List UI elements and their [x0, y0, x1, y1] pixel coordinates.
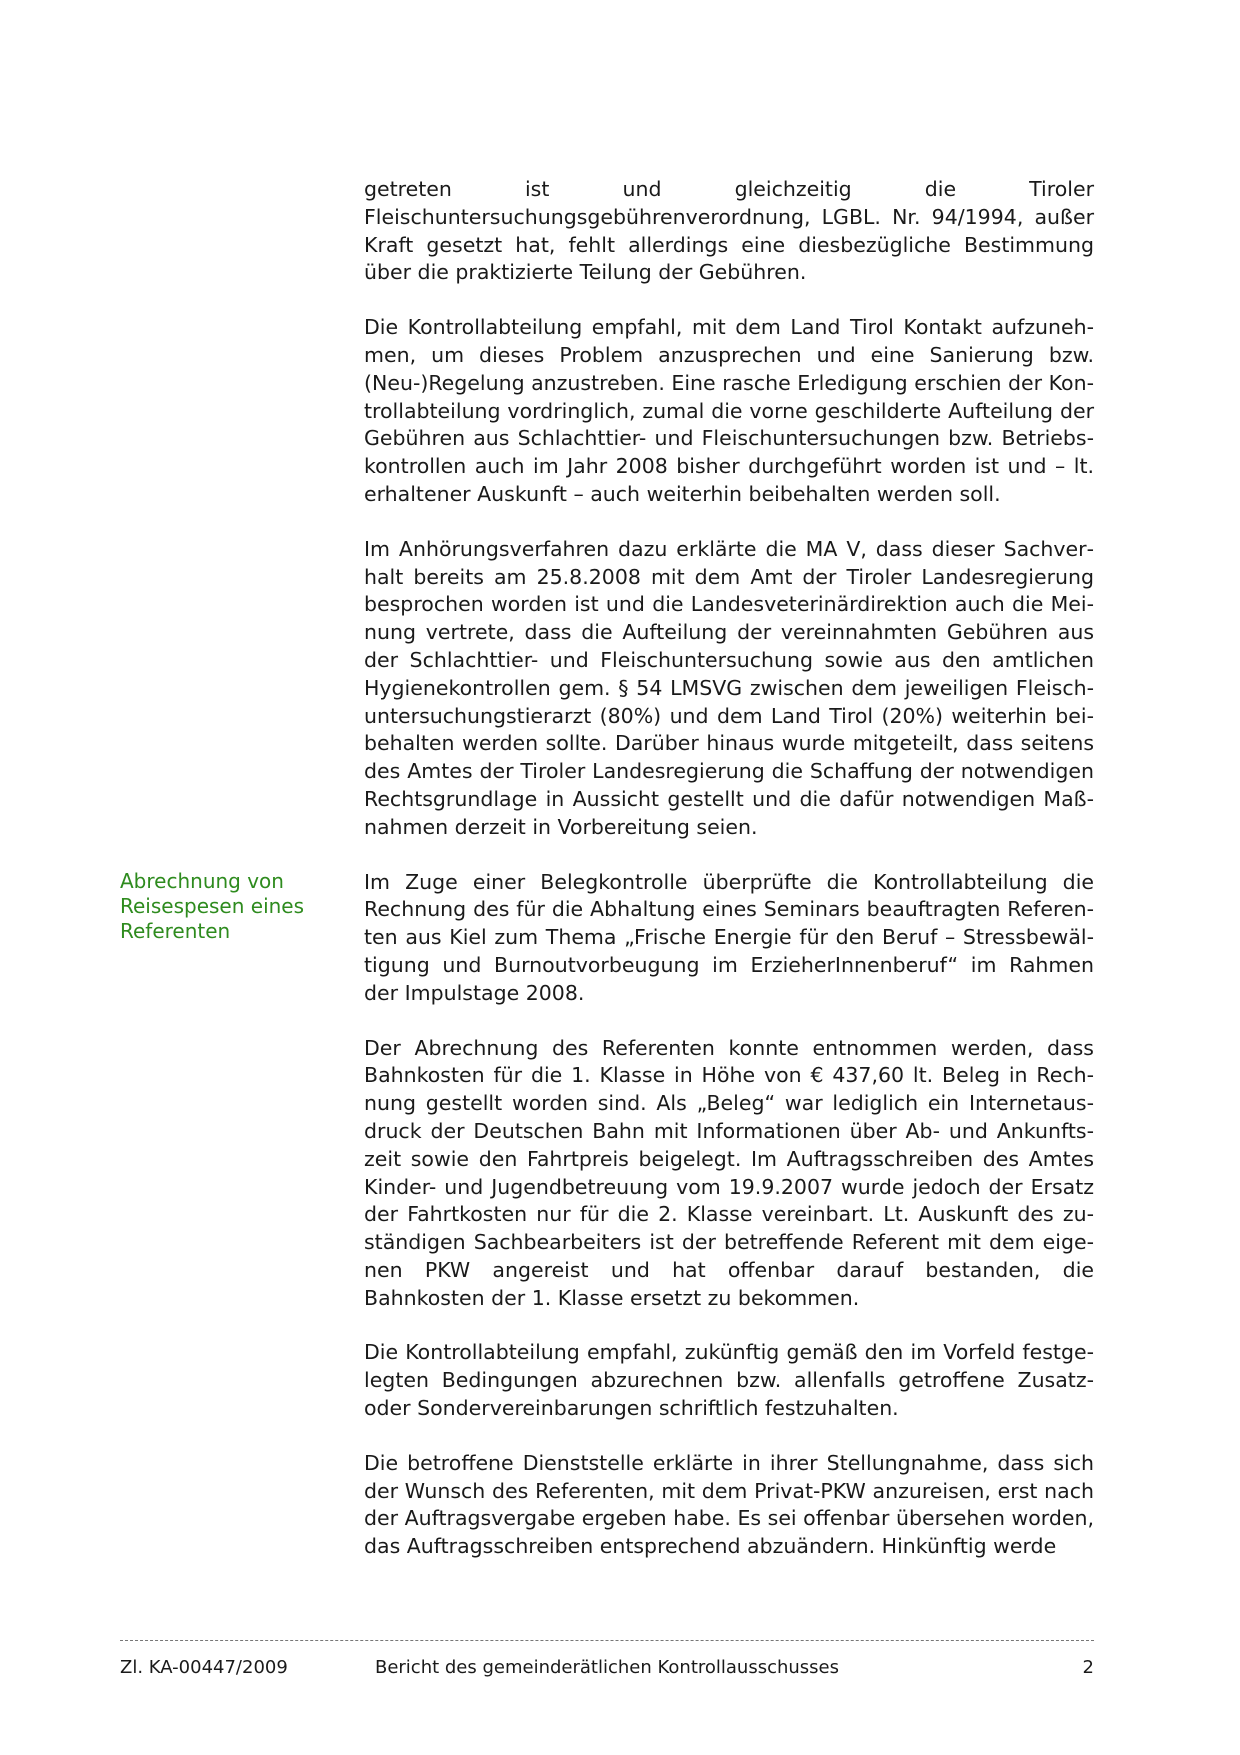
paragraph: Die Kontrollabteilung empfahl, mit dem Land Tirol Kontakt aufzunehmen, um dieses Problem anzusprechen und eine Sanierung bzw. (Neu-)Regelung anzustreben. Eine rasche Erledigung erschien der Kontrollabteilung vordringlich, zumal die vorne geschilderte Aufteilung der Gebühren aus Schlachttier- und Fleischuntersuchungen bzw. Betriebskontrollen auch im Jahr 2008 bisher durchgeführt worden ist und – lt. erhaltener Auskunft – auch weiterhin beibehalten werden soll. [364, 315, 1094, 506]
section-reisespesen [120, 868, 1094, 1562]
paragraph: Der Abrechnung des Referenten konnte entnommen werden, dass Bahnkosten für die 1. Klasse in Höhe von € 437,60 lt. Beleg in Rechnung gestellt worden sind. Als „Beleg“ war lediglich ein Internetausdruck der Deutschen Bahn mit Informationen über Ab- und Ankunftszeit sowie den Fahrtpreis beigelegt. Im Auftragsschreiben des Amtes Kinder- und Jugendbetreuung vom 19.9.2007 wurde jedoch der Ersatz der Fahrtkosten nur für die 2. Klasse vereinbart. Lt. Auskunft des zuständigen Sachbearbeiters ist der betreffende Referent mit dem eigenen PKW angereist und hat offenbar darauf bestanden, die Bahnkosten der 1. Klasse ersetzt zu bekommen. [364, 1035, 1094, 1310]
page-number: 2 [1082, 1657, 1094, 1678]
page-footer [120, 1640, 1094, 1681]
margin-heading: Abrechnung von Reisespesen eines Referenten [120, 868, 305, 943]
footer-reference: Zl. KA-00447/2009 [120, 1657, 288, 1678]
footer-divider [120, 1640, 1094, 1641]
footer-title: Bericht des gemeinderätlichen Kontrollausschusses [374, 1657, 840, 1678]
main-text-column [120, 176, 1094, 1588]
paragraph: Im Anhörungsverfahren dazu erklärte die MA V, dass dieser Sachverhalt bereits am 25.8.2008 mit dem Amt der Tiroler Landesregierung besprochen worden ist und die Landesveterinärdirektion auch die Meinung vertrete, dass die Aufteilung der vereinnahmten Gebühren aus der Schlachttier- und Fleischuntersuchung sowie aus den amtlichen Hygienekontrollen gem. § 54 LMSVG zwischen dem jeweiligen Fleischuntersuchungstierarzt (80%) und dem Land Tirol (20%) weiterhin beibehalten werden sollte. Darüber hinaus wurde mitgeteilt, dass seitens des Amtes der Tiroler Landesregierung die Schaffung der notwendigen Rechtsgrundlage in Aussicht gestellt und die dafür notwendigen Maßnahmen derzeit in Vorbereitung seien. [364, 536, 1094, 839]
footer-row [120, 1655, 1094, 1681]
paragraph: Die betroffene Dienststelle erklärte in ihrer Stellungnahme, dass sich der Wunsch des Referenten, mit dem Privat-PKW anzureisen, erst nach der Auftragsvergabe ergeben habe. Es sei offenbar übersehen worden, das Auftragsschreiben entsprechend abzuändern. Hinkünftig werde [364, 1450, 1094, 1559]
paragraph: Die Kontrollabteilung empfahl, zukünftig gemäß den im Vorfeld festgelegten Bedingungen abzurechnen bzw. allenfalls getroffene Zusatz- oder Sondervereinbarungen schriftlich festzuhalten. [364, 1340, 1094, 1421]
paragraph: Im Zuge einer Belegkontrolle überprüfte die Kontrollabteilung die Rechnung des für die Abhaltung eines Seminars beauftragten Referenten aus Kiel zum Thema „Frische Energie für den Beruf – Stressbewältigung und Burnoutvorbeugung im ErzieherInnenberuf“ im Rahmen der Impulstage 2008. [364, 869, 1094, 1005]
paragraph: getreten ist und gleichzeitig die Tiroler Fleischuntersuchungsgebührenverordnung, LGBL. Nr. 94/1994, außer Kraft gesetzt hat, fehlt allerdings eine diesbezügliche Bestimmung über die praktizierte Teilung der Gebühren. [364, 177, 1094, 285]
